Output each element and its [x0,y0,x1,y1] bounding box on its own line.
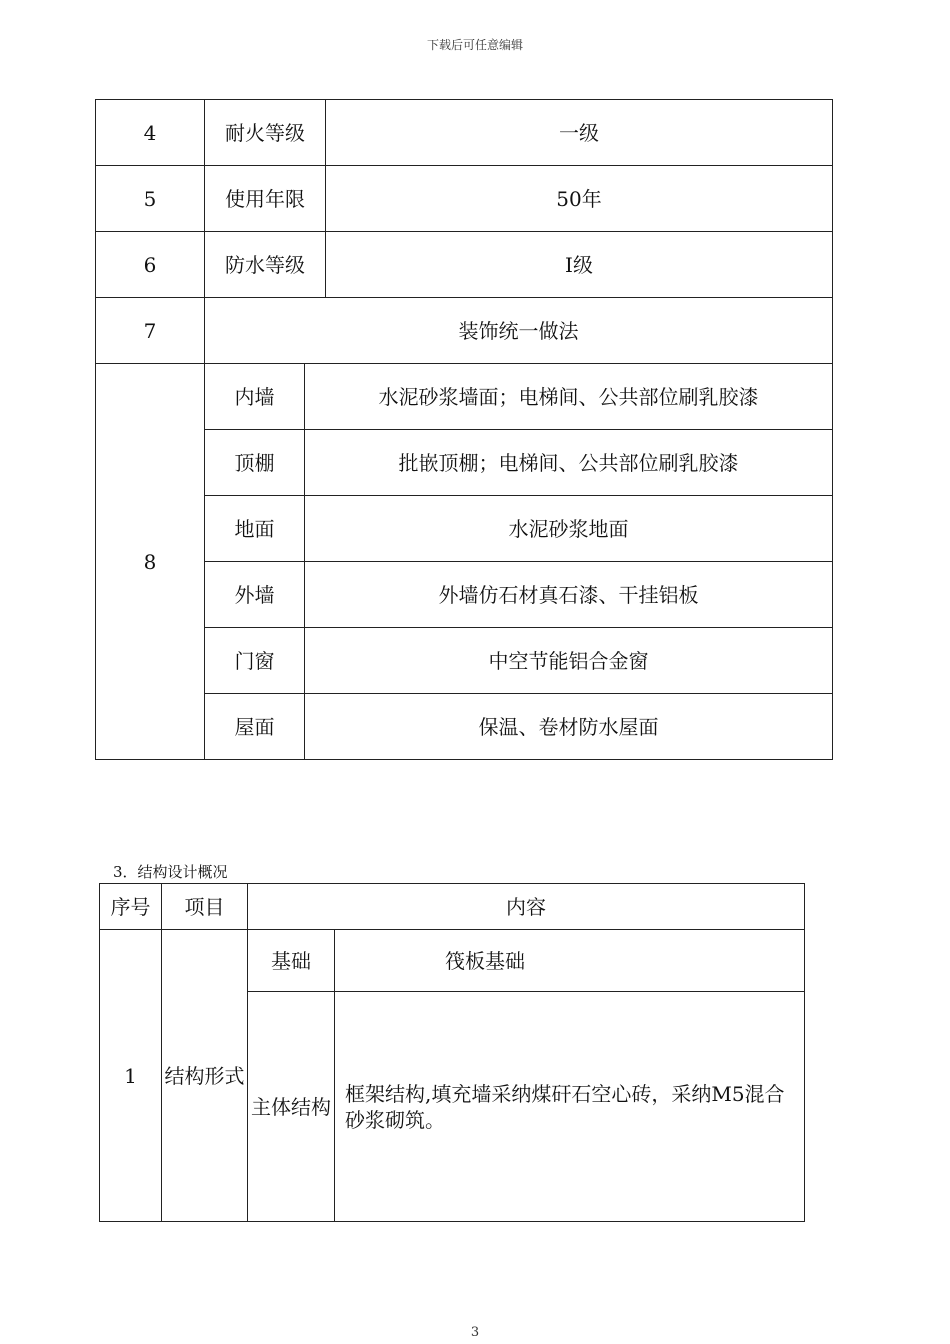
row-item: 防水等级 [205,232,326,298]
header-row [100,884,805,930]
structure-table [99,883,805,1222]
row-number: 5 [96,166,205,232]
table-row [96,100,833,166]
row-value: 50年 [326,166,833,232]
decoration-value: 外墙仿石材真石漆、干挂铝板 [305,562,833,628]
row-number: 7 [96,298,205,364]
sub-value: 筏板基础 [335,930,805,992]
table-row [96,298,833,364]
row-item: 结构形式 [162,930,248,1222]
page-header: 下载后可任意编辑 [426,38,523,52]
row-value: Ⅰ级 [326,232,833,298]
table-row [96,232,833,298]
header-content: 内容 [248,884,805,930]
decoration-value: 保温、卷材防水屋面 [305,694,833,760]
row-number: 6 [96,232,205,298]
table-row [96,562,833,628]
decoration-label: 外墙 [205,562,305,628]
decoration-label: 屋面 [205,694,305,760]
header-item: 项目 [162,884,248,930]
decoration-label: 顶棚 [205,430,305,496]
section-caption: 3．结构设计概况 [113,863,228,881]
sub-value: 框架结构,填充墙采纳煤矸石空心砖，采纳M5混合砂浆砌筑。 [335,992,805,1222]
table-row [96,166,833,232]
decoration-label: 门窗 [205,628,305,694]
page-number: 3 [470,1325,480,1340]
sub-label: 基础 [248,930,335,992]
row-number: 8 [96,364,205,760]
table-row [96,364,833,430]
table-row [96,694,833,760]
decoration-label: 地面 [205,496,305,562]
decoration-title: 装饰统一做法 [205,298,833,364]
row-item: 使用年限 [205,166,326,232]
row-number: 1 [100,930,162,1222]
table-row [96,430,833,496]
row-item: 耐火等级 [205,100,326,166]
row-number: 4 [96,100,205,166]
decoration-value: 水泥砂浆地面 [305,496,833,562]
decoration-value: 水泥砂浆墙面；电梯间、公共部位刷乳胶漆 [305,364,833,430]
header-no: 序号 [100,884,162,930]
decoration-label: 内墙 [205,364,305,430]
sub-label: 主体结构 [248,992,335,1222]
decoration-value: 中空节能铝合金窗 [305,628,833,694]
table-row [96,628,833,694]
row-value: 一级 [326,100,833,166]
decoration-value: 批嵌顶棚；电梯间、公共部位刷乳胶漆 [305,430,833,496]
table-row [100,930,805,992]
building-info-table [95,99,833,760]
table-row [96,496,833,562]
